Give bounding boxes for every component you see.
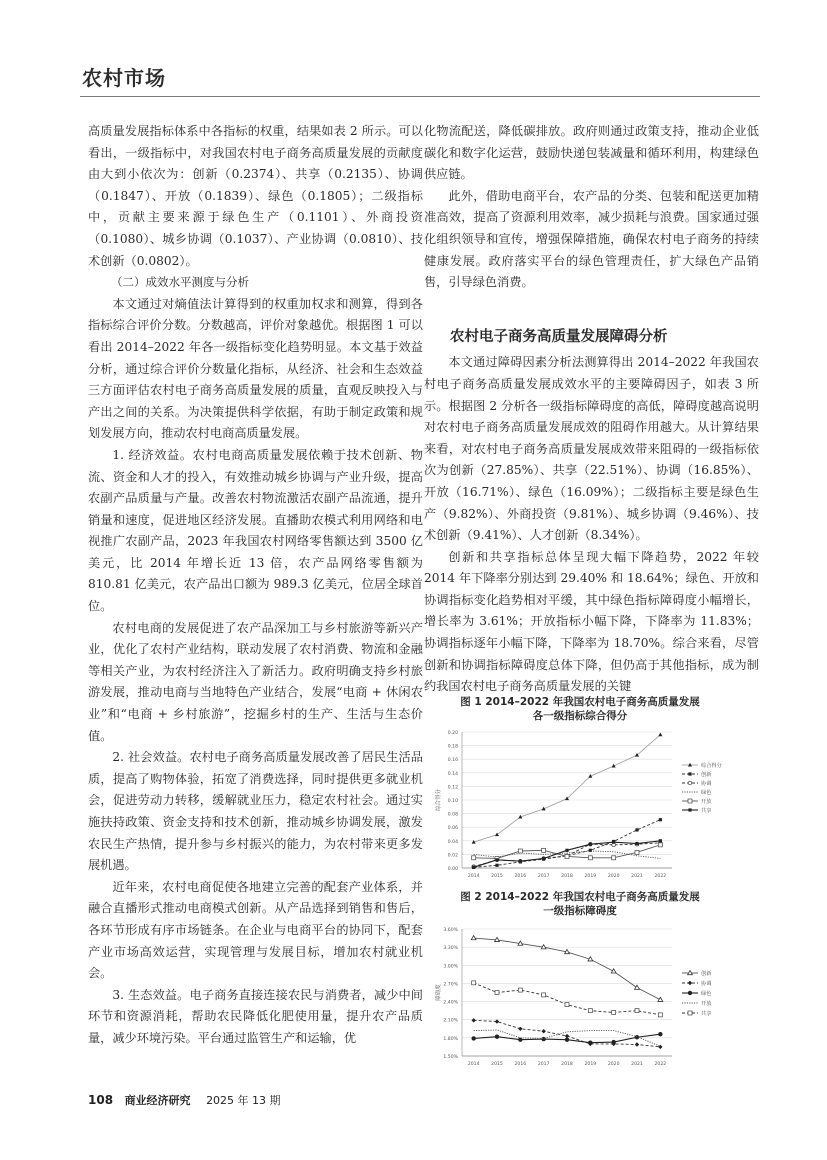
- data-point: [541, 1037, 545, 1041]
- x-tick-label: 2018: [561, 1062, 573, 1067]
- paragraph: 3. 生态效益。电子商务直接连接农民与消费者，减少中间环节和资源消耗，帮助农民降低化肥使用量，提升农产品质量，减少环境污染。平台通过监管生产和运输，优: [88, 987, 423, 1045]
- figure-2: [430, 890, 730, 1082]
- legend-label: 创新: [701, 772, 712, 778]
- data-point: [635, 850, 639, 854]
- data-point: [495, 864, 498, 867]
- data-point: [658, 843, 662, 847]
- data-point: [588, 856, 592, 860]
- data-point: [518, 1037, 522, 1041]
- data-point: [658, 1032, 662, 1036]
- x-tick-label: 2020: [607, 1062, 620, 1067]
- data-point: [688, 991, 692, 995]
- y-tick-label: 0.18: [447, 744, 458, 750]
- y-axis-label: 障碍度: [436, 984, 442, 1001]
- data-point: [495, 1034, 499, 1038]
- data-point: [495, 991, 499, 995]
- legend-label: 协调: [701, 981, 712, 987]
- y-tick-label: 3.00%: [443, 964, 458, 970]
- data-point: [612, 856, 616, 860]
- data-point: [659, 839, 662, 842]
- y-tick-label: 3.30%: [443, 946, 458, 952]
- x-tick-label: 2015: [491, 1062, 503, 1067]
- data-point: [471, 1018, 475, 1022]
- data-point: [635, 985, 640, 989]
- data-point: [472, 856, 476, 860]
- legend-label: 开放: [701, 1001, 712, 1007]
- y-tick-label: 2.40%: [443, 1000, 458, 1006]
- subsection-heading: （二）成效水平测度与分析: [111, 275, 249, 290]
- x-tick-label: 2018: [561, 874, 573, 879]
- x-tick-label: 2017: [537, 874, 550, 879]
- series-line: [474, 735, 661, 842]
- data-point: [472, 866, 475, 869]
- data-point: [635, 828, 638, 831]
- paragraph: 近年来，农村电商促使各地建立完善的配套产业体系，并融合直播形式推动电商模式创新。从产品选择到销售和售后，各环节形成有序市场链条。在企业与电商平台的协同下，配套产业市场高效运营，实现管理与发展目标，增加农村就业机会。: [88, 879, 423, 981]
- data-point: [612, 841, 615, 844]
- figure-2-title: 图 2 2014–2022 年我国农村电子商务高质量发展: [460, 891, 700, 903]
- data-point: [519, 860, 522, 863]
- paragraph: 此外，借助电商平台，农产品的分类、包装和配送更加精准高效，提高了资源利用效率，减少损耗与浪费。国家通过强化组织领导和宣传，增强保障措施，确保农村电子商务的持续健康发展。政府落实平台的绿色管理责任，扩大绿色产品销售，引导绿色消费。: [424, 188, 759, 290]
- data-point: [588, 1009, 592, 1013]
- paragraph: 本文通过障碍因素分析法测算得出 2014–2022 年我国农村电子商务高质量发展成效水平的主要障碍因子，如表 3 所示。根据图 2 分析各一级指标障碍度的高低，障碍度越高说明对农村电子商务高质量发展成效的阻碍作用越大。从计算结果来看，对农村电子商务高质量发展成效带来阻碍的一级指标依次为创新（27.85%）、共享（22.51%）、协调（16.85%）、开放（16.71%）、绿色（16.09%）；二级指标主要是绿色生产（9.82%）、外商投资（9.81%）、城乡协调（9.46%）、技术创新（9.41%）、人才创新（8.34%）。: [424, 355, 759, 543]
- y-tick-label: 0.00: [447, 867, 458, 872]
- section-title: 农村市场: [82, 66, 166, 90]
- y-tick-label: 2.10%: [443, 1018, 458, 1024]
- x-tick-label: 2014: [467, 1062, 480, 1067]
- page-footer: [88, 1092, 281, 1108]
- x-tick-label: 2015: [491, 874, 503, 879]
- data-point: [658, 733, 662, 737]
- paragraph: 1. 经济效益。农村电商高质量发展依赖于技术创新、物流、资金和人才的投入，有效推动城乡协调与产业升级，提高农副产品质量与产量。改善农村物流激活农副产品流通，提升销量和速度，促进地区经济发展。直播助农模式利用网络和电视推广农副产品，2023 年我国农村网络零售额达到 3500 亿美元，比 2014 年增长近 13 倍，农产品网络零售额为 810.81 亿美元，农产品出口额为 989.3 亿美元，位居全球首位。: [88, 447, 423, 614]
- data-point: [518, 849, 522, 853]
- paragraph: 创新和共享指标总体呈现大幅下降趋势，2022 年较 2014 年下降率分别达到 29.40% 和 18.64%；绿色、开放和协调指标变化趋势相对平缓，其中绿色指标障碍度小幅增长，增长率为 3.61%；开放指标小幅下降，下降率为 11.83%；协调指标逐年小幅下降，下降率为 18.70%。综合来看，尽管创新和协调指标障碍度总体下降，但仍高于其他指标，成为制约我国农村电子商务高质量发展的关键: [424, 549, 759, 694]
- series-1: [471, 1018, 662, 1049]
- data-point: [658, 1013, 662, 1017]
- data-point: [565, 1037, 569, 1041]
- y-tick-label: 2.70%: [443, 982, 458, 988]
- x-tick-label: 2022: [654, 1062, 667, 1067]
- data-point: [565, 849, 568, 852]
- y-tick-label: 0.02: [447, 853, 458, 859]
- y-tick-label: 0.04: [447, 839, 458, 845]
- data-point: [611, 1040, 615, 1044]
- legend-label: 绿色: [701, 790, 712, 796]
- paragraph: 本文通过对熵值法计算得到的权重加权求和测算，得到各指标综合评价分数。分数越高，评价对象越优。根据图 1 可以看出 2014–2022 年各一级指标变化趋势明显。本文基于效益分析，通过综合评价分数量化指标，从经济、社会和生态效益三方面评估农村电子商务高质量发展的质量，直观反映投入与产出之间的关系。为决策提供科学依据，有助于制定政策和规划发展方向，推动农村电商高质量发展。: [88, 296, 423, 441]
- x-tick-label: 2019: [584, 874, 597, 879]
- data-point: [542, 857, 545, 860]
- chart-1: [430, 723, 730, 888]
- figure-1-subtitle: 各一级指标综合得分: [532, 710, 628, 722]
- legend-label: 共享: [701, 1011, 712, 1017]
- data-point: [612, 1010, 616, 1014]
- data-point: [659, 818, 662, 821]
- x-tick-label: 2016: [514, 874, 527, 879]
- data-point: [495, 858, 498, 861]
- figure-1: [430, 695, 730, 892]
- series-0: [471, 936, 662, 1002]
- paragraph: 农村电商的发展促进了农产品深加工与乡村旅游等新兴产业，优化了农村产业结构，联动发展了农村消费、物流和金融等相关产业，为农村经济注入了新活力。政府明确支持乡村旅游发展，推动电商与当地特色产业结合，发展“电商 + 休闲农业”和“电商 + 乡村旅游”，挖掘乡村的生产、生活与生态价值。: [88, 620, 423, 743]
- data-point: [565, 854, 569, 858]
- x-tick-label: 2019: [584, 1062, 597, 1067]
- data-point: [542, 993, 546, 997]
- y-tick-label: 0.12: [447, 785, 458, 791]
- left-column: [88, 121, 423, 1050]
- data-point: [518, 1027, 522, 1031]
- y-tick-label: 1.50%: [443, 1055, 458, 1060]
- y-tick-label: 1.80%: [443, 1036, 458, 1042]
- x-tick-label: 2016: [514, 1062, 527, 1067]
- legend-label: 综合得分: [701, 763, 722, 769]
- y-axis-label: 综合得分: [436, 788, 442, 812]
- data-point: [588, 1040, 592, 1044]
- data-point: [635, 1042, 639, 1046]
- y-tick-label: 0.06: [447, 826, 458, 832]
- page-number: 108: [88, 1093, 114, 1107]
- data-point: [471, 1036, 475, 1040]
- data-point: [688, 981, 692, 985]
- data-point: [471, 936, 476, 940]
- data-point: [542, 848, 546, 852]
- data-point: [518, 988, 522, 992]
- series-line: [474, 983, 661, 1015]
- legend-label: 绿色: [701, 991, 712, 997]
- journal-name: 商业经济研究: [124, 1094, 191, 1107]
- data-point: [565, 1003, 569, 1007]
- issue: 2025 年 13 期: [206, 1094, 281, 1107]
- x-tick-label: 2021: [631, 874, 643, 879]
- y-tick-label: 0.16: [447, 758, 458, 764]
- data-point: [495, 832, 499, 836]
- x-tick-label: 2022: [654, 874, 667, 879]
- legend-label: 创新: [701, 971, 712, 977]
- data-point: [688, 772, 691, 775]
- data-point: [635, 1009, 639, 1013]
- chart-2: [430, 918, 730, 1078]
- data-point: [472, 981, 476, 985]
- y-tick-label: 0.10: [447, 799, 458, 804]
- y-tick-label: 3.60%: [443, 928, 458, 933]
- data-point: [589, 843, 592, 846]
- y-tick-label: 0.20: [447, 731, 458, 736]
- x-tick-label: 2017: [537, 1062, 550, 1067]
- data-point: [541, 1029, 545, 1033]
- paragraph: 化物流配送，降低碳排放。政府则通过政策支持，推动企业低碳化和数字化运营，鼓励快递包装减量和循环利用，构建绿色供应链。: [424, 124, 759, 182]
- x-tick-label: 2014: [467, 874, 480, 879]
- figure-1-title: 图 1 2014–2022 年我国农村电子商务高质量发展: [460, 696, 700, 708]
- paragraph: 高质量发展指标体系中各指标的权重，结果如表 2 所示。可以看出，一级指标中，对我国农村电子商务高质量发展的贡献度由大到小依次为：创新（0.2374）、共享（0.2135）、协调（0.1847）、开放（0.1839）、绿色（0.1805）；二级指标中，贡献主要来源于绿色生产（0.1101）、外商投资（0.1080）、城乡协调（0.1037）、产业协调（0.0810）、技术创新（0.0802）。: [88, 124, 423, 268]
- data-point: [688, 781, 692, 785]
- section-heading: 农村电子商务高质量发展障碍分析: [450, 328, 668, 345]
- y-tick-label: 0.08: [447, 812, 458, 818]
- data-point: [688, 808, 691, 811]
- data-point: [635, 842, 638, 845]
- y-tick-label: 0.14: [447, 771, 458, 777]
- data-point: [688, 799, 692, 803]
- series-4: [472, 981, 663, 1017]
- legend-label: 开放: [701, 799, 712, 805]
- right-column: [424, 121, 759, 698]
- x-tick-label: 2021: [631, 1062, 643, 1067]
- section-header: [80, 66, 760, 97]
- legend-label: 共享: [701, 808, 712, 814]
- figure-2-subtitle: 一级指标障碍度: [543, 905, 617, 917]
- x-tick-label: 2020: [607, 874, 620, 879]
- series-line: [474, 1020, 661, 1047]
- paragraph: 2. 社会效益。农村电子商务高质量发展改善了居民生活品质，提高了购物体验，拓宽了消费选择，同时提供更多就业机会，促进劳动力转移，缓解就业压力，稳定农村社会。通过实施扶持政策、资金支持和技术创新，推动城乡协调发展，激发农民生产热情，提升参与乡村振兴的能力，为农村带来更多发展机遇。: [88, 750, 423, 873]
- legend-label: 协调: [701, 781, 712, 787]
- data-point: [688, 1011, 692, 1015]
